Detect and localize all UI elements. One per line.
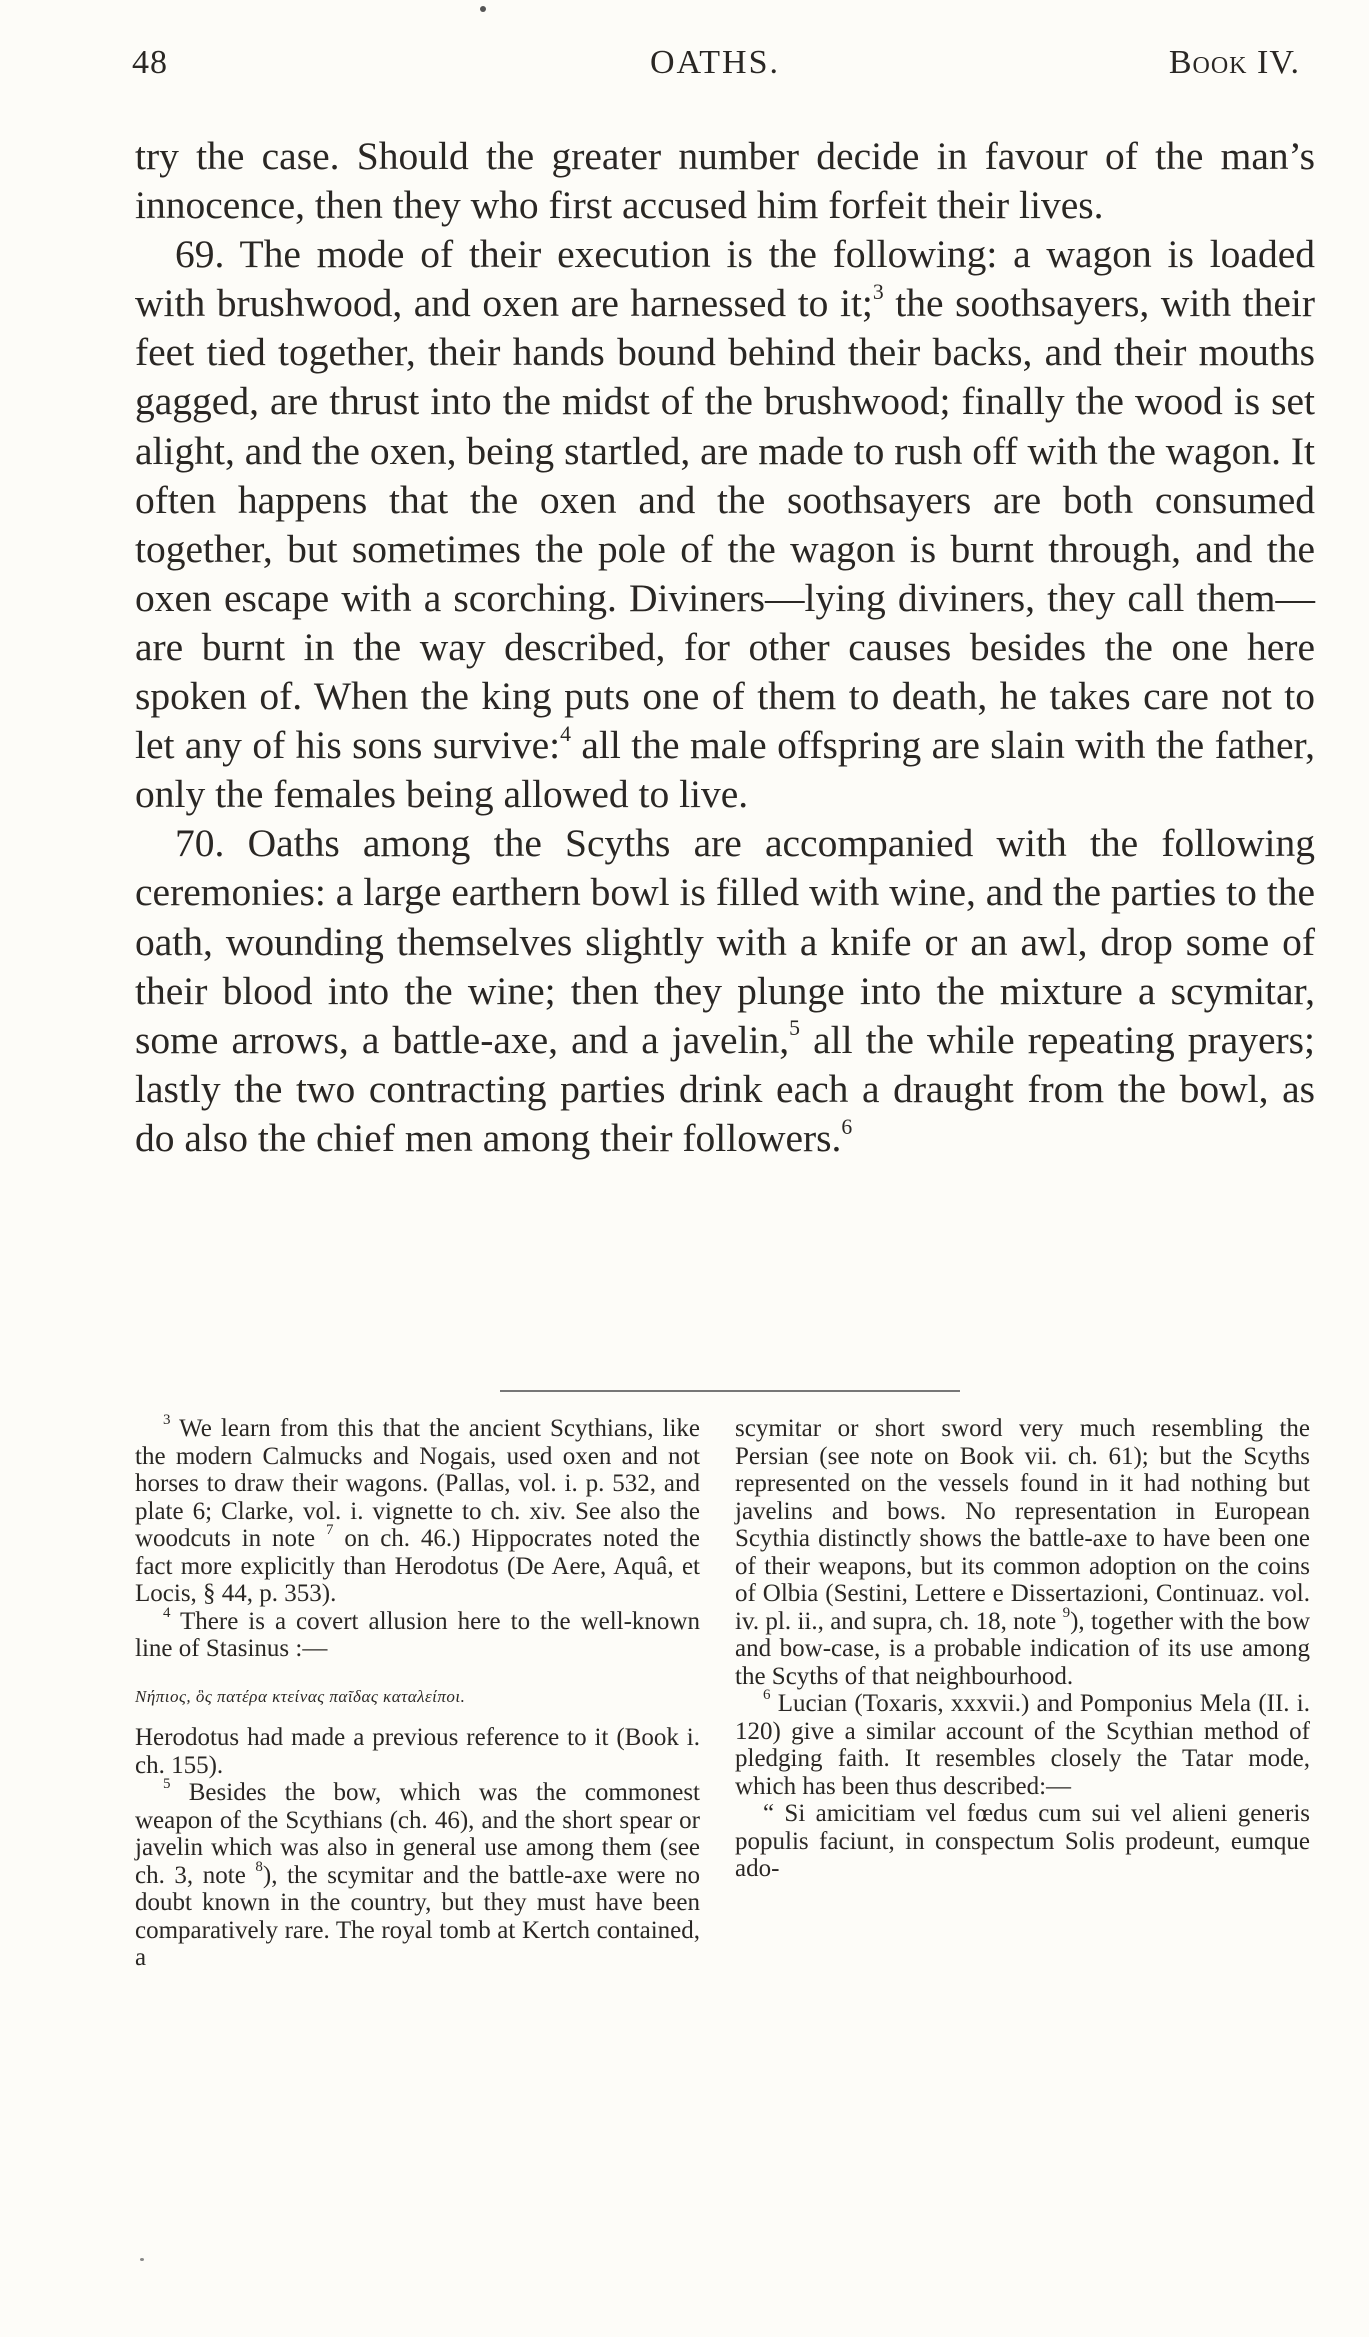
footnote-ref: 5 <box>789 1016 801 1041</box>
paragraph-p-cont <box>135 132 1315 230</box>
text-run: on ch. 46.) Hippocrates noted the fact more explicitly than Herodotus (De Aere, Aquâ, et Locis, § 44, p. 353). <box>135 1525 700 1607</box>
page-number: 48 <box>132 44 168 81</box>
footnote-ref: 8 <box>255 1858 263 1875</box>
footnote-paragraph <box>735 1800 1310 1883</box>
main-text <box>135 132 1315 1163</box>
footnote-ref: 6 <box>763 1687 771 1703</box>
text-run: There is a covert allusion here to the well-known line of Stasinus :— <box>135 1607 700 1662</box>
ink-speck <box>480 6 486 12</box>
running-header <box>130 44 1300 94</box>
footnotes-left-column <box>135 1412 700 1972</box>
greek-quotation <box>135 1683 700 1711</box>
footnotes-right-column <box>735 1415 1310 1883</box>
text-run: Besides the bow, which was the commonest weapon of the Scythians (ch. 46), and the short spear or javelin which was also in general use among them (see ch. 3, note <box>135 1779 700 1889</box>
ink-speck <box>140 2258 144 2261</box>
text-run: ), the scymitar and the battle-axe were no doubt known in the country, but they must have been comparatively rare. The royal tomb at Kertch contained, a <box>135 1861 700 1971</box>
footnote-ref: 9 <box>1062 1604 1071 1621</box>
footnote-ref: 3 <box>163 1412 171 1428</box>
footnote-ref: 4 <box>163 1604 171 1621</box>
book-label: Book IV. <box>1168 44 1300 81</box>
footnote-rule <box>500 1390 960 1392</box>
text-run: 70. Oaths among the Scyths are accompanied with the following ceremonies: a large earthern bowl is filled with wine, and the parties to the oath, wounding themselves slightly with a knife or an awl, drop some of their blood into the wine; then they plunge into the mixture a scymitar, some arrows, a battle-axe, and a javelin, <box>135 821 1315 1062</box>
footnote-paragraph <box>135 1604 700 1663</box>
footnote-paragraph <box>135 1724 700 1779</box>
text-run: ), together with the bow and bow-case, is a probable indication of its use among the Scyths of that neighbourhood. <box>735 1607 1310 1690</box>
footnote-paragraph <box>735 1687 1310 1800</box>
text-run: try the case. Should the greater number decide in favour of the man’s innocence, then they who first accused him forfeit their lives. <box>135 134 1315 228</box>
footnote-ref: 6 <box>841 1114 853 1139</box>
text-run: We learn from this that the ancient Scythians, like the modern Calmucks and Nogais, used oxen and not horses to draw their wagons. (Pallas, vol. i. p. 532, and plate 6; Clarke, vol. i. vignette to ch. xiv. See also the woodcuts in note <box>135 1415 700 1552</box>
paragraph-p69 <box>135 230 1315 819</box>
footnote-paragraph <box>735 1415 1310 1690</box>
footnote-ref: 5 <box>163 1776 171 1792</box>
text-run: all the male offspring are slain with the father, only the females being allowed to live. <box>135 723 1315 817</box>
footnote-ref: 3 <box>872 279 884 304</box>
text-run: Lucian (Toxaris, xxxvii.) and Pomponius Mela (II. i. 120) give a similar account of the Scythian method of pledging faith. It resembles closely the Tatar mode, which has been thus described:— <box>735 1690 1310 1800</box>
footnote-ref: 7 <box>325 1522 334 1538</box>
footnote-paragraph <box>135 1776 700 1972</box>
text-run: “ Si amicitiam vel fœdus cum sui vel alieni generis populis faciunt, in conspectum Solis prodeunt, eumque ado- <box>735 1800 1310 1882</box>
text-run: 69. The mode of their execution is the following: a wagon is loaded with brushwood, and oxen are harnessed to it; <box>135 232 1315 326</box>
text-run: scymitar or short sword very much resembling the Persian (see note on Book vii. ch. 61); but the Scyths represented on the vessels found in it had nothing but javelins and bows. No representation in European Scythia distinctly shows the battle-axe to have been one of their weapons, but its common adoption on the coins of Olbia (Sestini, Lettere e Dissertazioni, Continuaz. vol. iv. pl. ii., and supra, ch. 18, note <box>735 1415 1310 1635</box>
text-run: Νήπιος, ὃς πατέρα κτείνας παῖδας καταλείποι. <box>135 1686 466 1706</box>
running-title: OATHS. <box>649 44 781 81</box>
paragraph-p70 <box>135 819 1315 1163</box>
text-run: all the while repeating prayers; lastly the two contracting parties drink each a draught from the bowl, as do also the chief men among their followers. <box>135 1017 1315 1160</box>
footnote-ref: 4 <box>560 721 571 746</box>
footnote-paragraph <box>135 1412 700 1608</box>
text-run: Herodotus had made a previous reference to it (Book i. ch. 155). <box>135 1724 700 1779</box>
text-run: the soothsayers, with their feet tied together, their hands bound behind their backs, and their mouths gagged, are thrust into the midst of the brushwood; finally the wood is set alight, and the oxen, being startled, are made to rush off with the wagon. It often happens that the oxen and the soothsayers are both consumed together, but sometimes the pole of the wagon is burnt through, and the oxen escape with a scorching. Diviners—lying diviners, they call them—are burnt in the way described, for other causes besides the one here spoken of. When the king puts one of them to death, he takes care not to let any of his sons survive: <box>135 281 1315 768</box>
